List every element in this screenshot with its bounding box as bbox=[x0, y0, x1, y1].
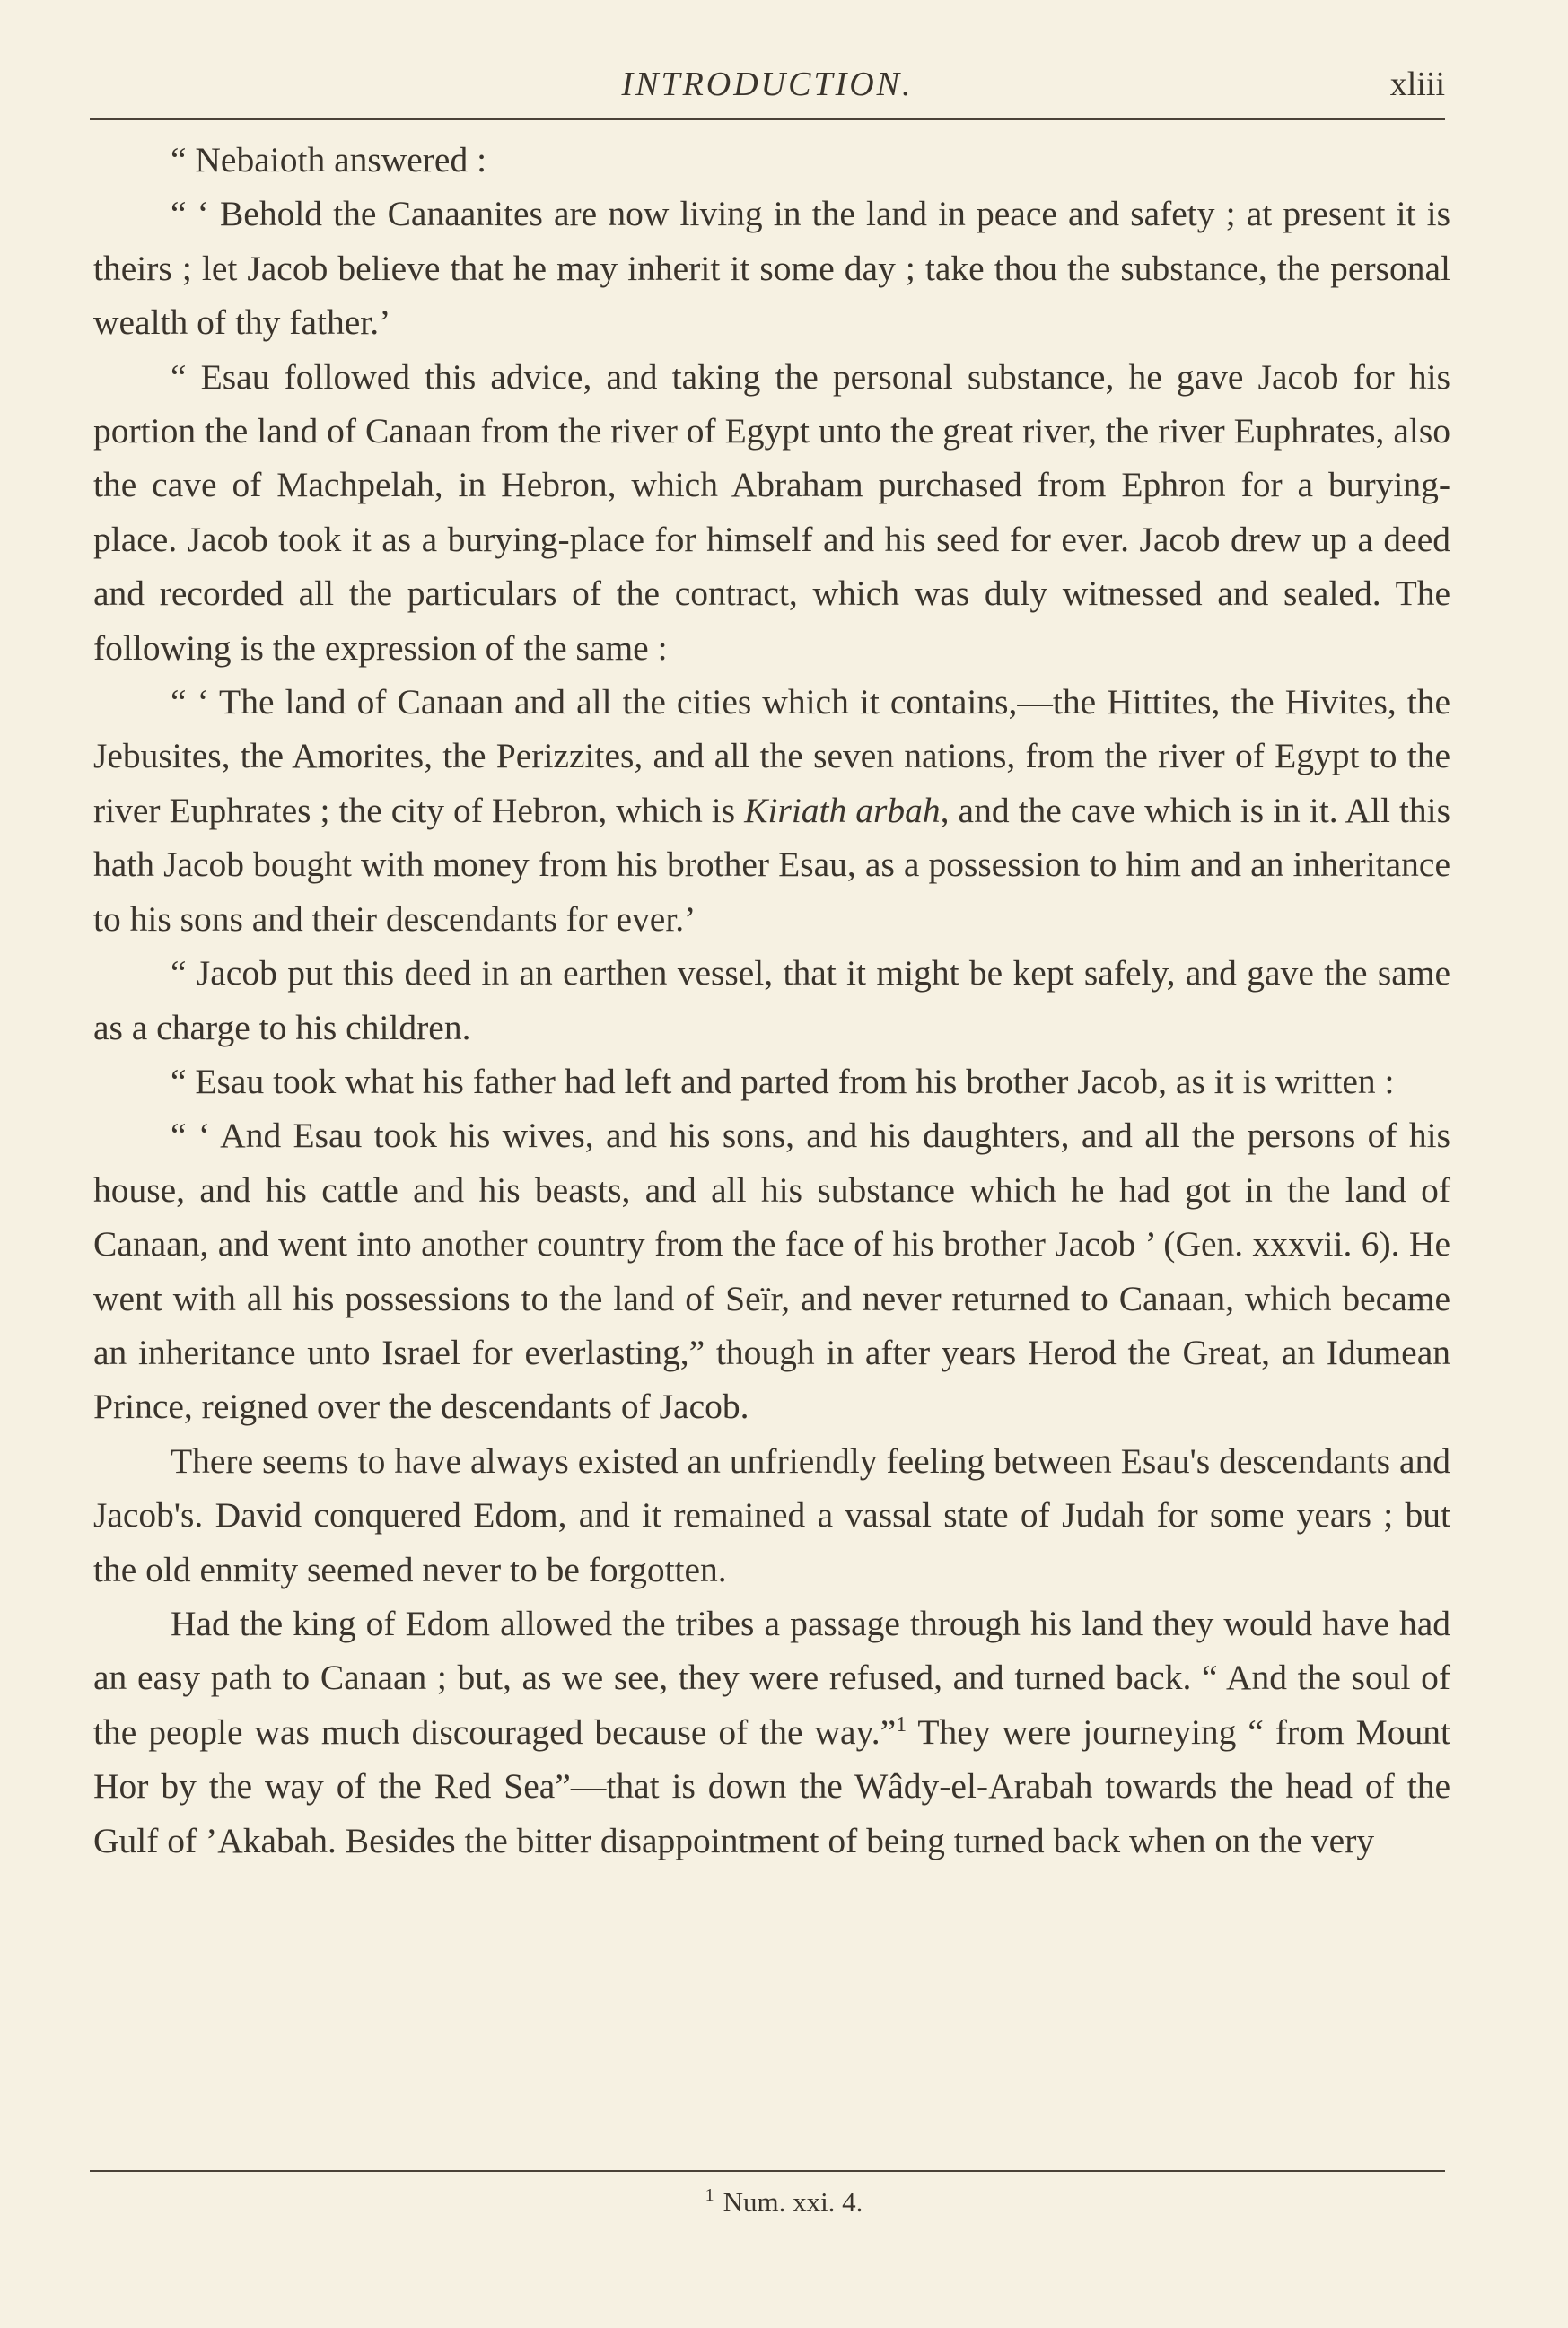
paragraph: There seems to have always existed an unfriendly feeling between Esau's descendants and Jacob's. David conquered Edom, and it remained a vassal state of Judah for some years ; but the old enmity seemed never to be forgotten. bbox=[93, 1440, 1450, 1589]
paragraph: “ Jacob put this deed in an earthen vessel, that it might be kept safely, and gave the same as a charge to his children. bbox=[93, 953, 1450, 1047]
text-run: They were journeying “ from Mount Hor by the way of the Red Sea”—that is down the Wâdy-el-Arabah towards the head of the Gulf of ’Akabah. Besides the bitter disappointment of being turned back when on the very bbox=[93, 1711, 1450, 1860]
footnote bbox=[0, 2186, 1568, 2219]
text-run: Had the king of Edom allowed the tribes a passage through his land they would have had an easy path to Canaan ; but, as we see, they were refused, and turned back. “ And the soul of the people was much discouraged because of the way.” bbox=[93, 1603, 1450, 1752]
paragraph: “ Esau took what his father had left and parted from his brother Jacob, as it is written : bbox=[171, 1061, 1395, 1101]
body-text bbox=[93, 133, 1450, 1868]
header-rule bbox=[90, 118, 1445, 120]
paragraph bbox=[93, 675, 1450, 946]
text-run: and the cave which is in it. All this hath Jacob bought with money from his brother Esau, as a possession to him and an inheritance to his sons and their descendants for ever.’ bbox=[93, 790, 1450, 939]
footnote-reference: 1 bbox=[896, 1712, 907, 1737]
text-run: “ ‘ The land of Canaan and all the cities which it contains,—the Hittites, the Hivites, the Jebusites, the Amorites, the Perizzites, and all the seven nations, from the river of Egypt to the river Euphrates ; the city of Hebron, which is bbox=[93, 682, 1450, 830]
running-head bbox=[90, 65, 1445, 118]
footnote-marker: 1 bbox=[705, 2185, 714, 2205]
running-title: INTRODUCTION. bbox=[621, 66, 914, 103]
footnote-rule bbox=[90, 2170, 1445, 2172]
paragraph: “ ‘ And Esau took his wives, and his sons, and his daughters, and all the persons of his house, and his cattle and his beasts, and all his substance which he had got in the land of Canaan, and went into another country from the face of his brother Jacob ’ (Gen. xxxvii. 6). He went with all his possessions to the land of Seïr, and never returned to Canaan, which became an inheritance unto Israel for everlasting,” though in after years Herod the Great, an Idumean Prince, reigned over the descendants of Jacob. bbox=[93, 1116, 1450, 1427]
italic-place-name: Kiriath arbah, bbox=[744, 790, 950, 830]
paragraph: “ ‘ Behold the Canaanites are now living in the land in peace and safety ; at present it is theirs ; let Jacob believe that he may inherit it some day ; take thou the substance, the personal wealth of thy father.’ bbox=[93, 194, 1450, 343]
paragraph bbox=[93, 1597, 1450, 1868]
page-number: xliii bbox=[1389, 66, 1445, 103]
paragraph: “ Nebaioth answered : bbox=[171, 140, 487, 179]
paragraph: “ Esau followed this advice, and taking the personal substance, he gave Jacob for his portion the land of Canaan from the river of Egypt unto the great river, the river Euphrates, also the cave of Machpelah, in Hebron, which Abraham purchased from Ephron for a burying-place. Jacob took it as a burying-place for himself and his seed for ever. Jacob drew up a deed and recorded all the particulars of the contract, which was duly witnessed and sealed. The following is the expression of the same : bbox=[93, 356, 1450, 668]
footnote-text: Num. xxi. 4. bbox=[723, 2186, 863, 2218]
